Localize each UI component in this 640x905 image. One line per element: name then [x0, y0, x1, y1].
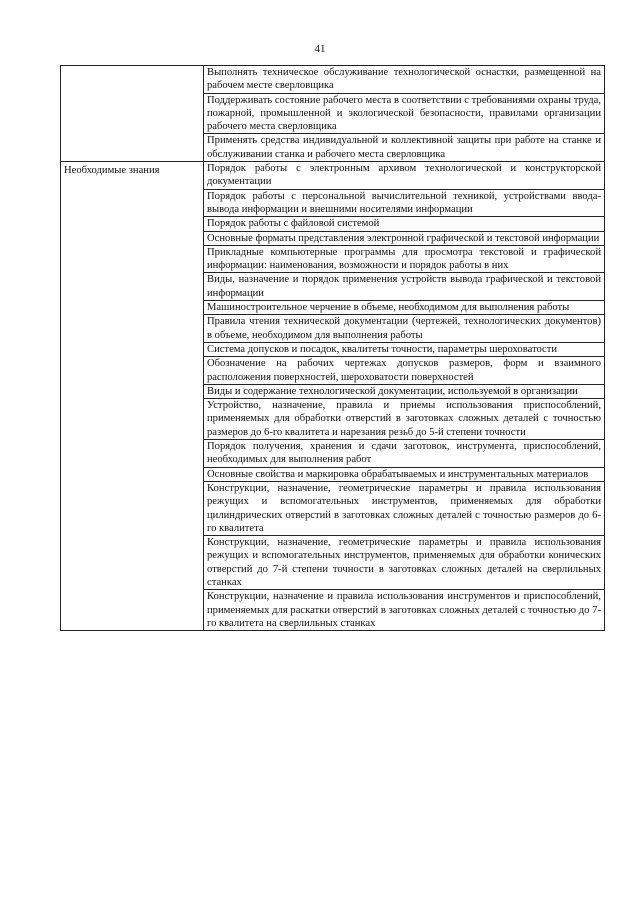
knowledge-cell: Обозначение на рабочих чертежах допусков размеров, форм и взаимного расположения поверхностей, шероховатости поверхностей	[204, 357, 605, 385]
knowledge-cell: Конструкции, назначение, геометрические параметры и правила использования режущих и вспомогательных инструментов, применяемых для обработки конических отверстий до 7-й степени точности в заготовках сложных деталей на сверлильных станках	[204, 536, 605, 590]
table-body	[61, 66, 605, 631]
knowledge-cell: Виды, назначение и порядок применения устройств вывода графической и текстовой информации	[204, 273, 605, 301]
knowledge-cell: Система допусков и посадок, квалитеты точности, параметры шероховатости	[204, 342, 605, 356]
knowledge-row	[61, 162, 605, 190]
knowledge-cell: Конструкции, назначение, геометрические параметры и правила использования режущих и вспомогательных инструментов, применяемых для обработки цилиндрических отверстий в заготовках сложных деталей с точностью размеров до 6-го квалитета	[204, 481, 605, 535]
section-label: Необходимые знания	[64, 165, 160, 177]
knowledge-cell: Порядок работы с файловой системой	[204, 217, 605, 231]
knowledge-cell: Устройство, назначение, правила и приемы использования приспособлений, применяемых для обработки отверстий в заготовках сложных деталей с точностью размеров до 6-го квалитета и нарезания резьб до 5-й степени точности	[204, 399, 605, 440]
label-cell	[61, 93, 204, 134]
knowledge-cell: Основные форматы представления электронной графической и текстовой информации	[204, 231, 605, 245]
skill-row	[61, 134, 605, 162]
knowledge-cell: Виды и содержание технологической документации, используемой в организации	[204, 384, 605, 398]
skill-cell: Поддерживать состояние рабочего места в соответствии с требованиями охраны труда, пожарной, промышленной и экологической безопасности, правилами организации рабочего места сверловщика	[204, 93, 605, 134]
skill-row	[61, 66, 605, 94]
knowledge-cell: Правила чтения технической документации (чертежей, технологических документов) в объеме, необходимом для выполнения работы	[204, 315, 605, 343]
label-cell	[61, 66, 204, 94]
knowledge-cell: Прикладные компьютерные программы для просмотра текстовой и графической информации: наименования, возможности и порядок работы в них	[204, 245, 605, 273]
knowledge-cell: Порядок работы с электронным архивом технологической и конструкторской документации	[204, 162, 605, 190]
page-number: 41	[314, 43, 326, 55]
section-label-cell	[61, 162, 204, 631]
label-cell	[61, 134, 204, 162]
knowledge-cell: Машиностроительное черчение в объеме, необходимом для выполнения работы	[204, 301, 605, 315]
knowledge-cell: Конструкции, назначение и правила использования инструментов и приспособлений, применяемых для раскатки отверстий в заготовках сложных деталей с точностью до 7-го квалитета на сверлильных станках	[204, 590, 605, 631]
knowledge-cell: Порядок получения, хранения и сдачи заготовок, инструмента, приспособлений, необходимых для выполнения работ	[204, 440, 605, 468]
knowledge-cell: Основные свойства и маркировка обрабатываемых и инструментальных материалов	[204, 467, 605, 481]
knowledge-cell: Порядок работы с персональной вычислительной техникой, устройствами ввода-вывода информации и внешними носителями информации	[204, 189, 605, 217]
skill-cell: Применять средства индивидуальной и коллективной защиты при работе на станке и обслуживании станка и рабочего места сверловщика	[204, 134, 605, 162]
requirements-table	[60, 65, 605, 631]
skill-cell: Выполнять техническое обслуживание технологической оснастки, размещенной на рабочем месте сверловщика	[204, 66, 605, 94]
skill-row	[61, 93, 605, 134]
